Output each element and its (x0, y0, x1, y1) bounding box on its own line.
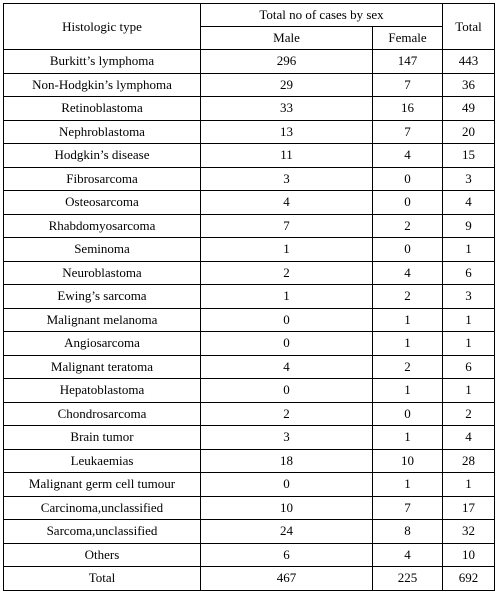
header-female: Female (373, 27, 443, 50)
cell-total: 4 (443, 426, 495, 450)
cell-female: 1 (373, 473, 443, 497)
cell-female: 1 (373, 308, 443, 332)
table-row (4, 261, 495, 285)
cell-total: 3 (443, 167, 495, 191)
cell-female: 4 (373, 261, 443, 285)
cell-female: 1 (373, 332, 443, 356)
cell-histologic-type: Neuroblastoma (4, 261, 201, 285)
cell-histologic-type: Leukaemias (4, 449, 201, 473)
table-row (4, 308, 495, 332)
header-row-1 (4, 4, 495, 27)
totals-female: 225 (373, 567, 443, 591)
cell-male: 3 (201, 167, 373, 191)
cell-female: 1 (373, 426, 443, 450)
table-row (4, 520, 495, 544)
cell-histologic-type: Malignant melanoma (4, 308, 201, 332)
cell-male: 24 (201, 520, 373, 544)
cell-female: 0 (373, 402, 443, 426)
cell-total: 15 (443, 144, 495, 168)
table-row (4, 426, 495, 450)
cell-histologic-type: Others (4, 543, 201, 567)
cell-total: 49 (443, 97, 495, 121)
cell-histologic-type: Carcinoma,unclassified (4, 496, 201, 520)
cell-male: 33 (201, 97, 373, 121)
table-row (4, 144, 495, 168)
totals-row (4, 567, 495, 591)
cell-female: 7 (373, 496, 443, 520)
table-row (4, 50, 495, 74)
table-row (4, 214, 495, 238)
cell-total: 4 (443, 191, 495, 215)
cell-male: 29 (201, 73, 373, 97)
header-histologic-type: Histologic type (4, 4, 201, 50)
table-row (4, 496, 495, 520)
cell-male: 13 (201, 120, 373, 144)
cell-total: 6 (443, 355, 495, 379)
cell-male: 1 (201, 238, 373, 262)
table-row (4, 120, 495, 144)
cell-male: 2 (201, 261, 373, 285)
cell-histologic-type: Osteosarcoma (4, 191, 201, 215)
cell-male: 11 (201, 144, 373, 168)
table-row (4, 473, 495, 497)
cell-female: 147 (373, 50, 443, 74)
cell-male: 2 (201, 402, 373, 426)
cell-male: 4 (201, 191, 373, 215)
cell-female: 1 (373, 379, 443, 403)
cell-male: 0 (201, 473, 373, 497)
cell-male: 3 (201, 426, 373, 450)
table-row (4, 97, 495, 121)
cell-male: 6 (201, 543, 373, 567)
cell-histologic-type: Retinoblastoma (4, 97, 201, 121)
cell-histologic-type: Fibrosarcoma (4, 167, 201, 191)
cell-histologic-type: Burkitt’s lymphoma (4, 50, 201, 74)
table-row (4, 73, 495, 97)
cell-total: 1 (443, 332, 495, 356)
cell-total: 1 (443, 473, 495, 497)
cell-total: 17 (443, 496, 495, 520)
cell-histologic-type: Nephroblastoma (4, 120, 201, 144)
cell-total: 10 (443, 543, 495, 567)
header-total: Total (443, 4, 495, 50)
cell-total: 36 (443, 73, 495, 97)
totals-male: 467 (201, 567, 373, 591)
cell-total: 32 (443, 520, 495, 544)
header-cases-by-sex: Total no of cases by sex (201, 4, 443, 27)
cell-male: 7 (201, 214, 373, 238)
table-row (4, 285, 495, 309)
histologic-table-container (3, 3, 495, 591)
cell-male: 0 (201, 379, 373, 403)
cell-total: 443 (443, 50, 495, 74)
cell-histologic-type: Angiosarcoma (4, 332, 201, 356)
cell-histologic-type: Chondrosarcoma (4, 402, 201, 426)
table-row (4, 449, 495, 473)
cell-female: 2 (373, 355, 443, 379)
cell-female: 4 (373, 543, 443, 567)
cell-histologic-type: Rhabdomyosarcoma (4, 214, 201, 238)
cell-histologic-type: Ewing’s sarcoma (4, 285, 201, 309)
cell-male: 10 (201, 496, 373, 520)
cell-female: 8 (373, 520, 443, 544)
cell-total: 9 (443, 214, 495, 238)
cell-histologic-type: Seminoma (4, 238, 201, 262)
cell-histologic-type: Sarcoma,unclassified (4, 520, 201, 544)
table-row (4, 332, 495, 356)
cell-total: 28 (443, 449, 495, 473)
table-row (4, 379, 495, 403)
cell-female: 0 (373, 167, 443, 191)
cell-female: 0 (373, 191, 443, 215)
cell-histologic-type: Hepatoblastoma (4, 379, 201, 403)
totals-label: Total (4, 567, 201, 591)
cell-male: 18 (201, 449, 373, 473)
cell-histologic-type: Hodgkin’s disease (4, 144, 201, 168)
table-row (4, 402, 495, 426)
cell-total: 1 (443, 379, 495, 403)
cell-female: 7 (373, 73, 443, 97)
cell-total: 20 (443, 120, 495, 144)
cell-histologic-type: Non-Hodgkin’s lymphoma (4, 73, 201, 97)
cell-total: 2 (443, 402, 495, 426)
cell-total: 3 (443, 285, 495, 309)
table-row (4, 238, 495, 262)
histologic-type-table (3, 3, 495, 591)
cell-histologic-type: Brain tumor (4, 426, 201, 450)
cell-histologic-type: Malignant germ cell tumour (4, 473, 201, 497)
cell-total: 1 (443, 238, 495, 262)
table-row (4, 355, 495, 379)
cell-histologic-type: Malignant teratoma (4, 355, 201, 379)
table-row (4, 167, 495, 191)
cell-female: 2 (373, 285, 443, 309)
cell-male: 0 (201, 332, 373, 356)
cell-total: 6 (443, 261, 495, 285)
cell-female: 2 (373, 214, 443, 238)
header-male: Male (201, 27, 373, 50)
table-row (4, 543, 495, 567)
table-row (4, 191, 495, 215)
totals-total: 692 (443, 567, 495, 591)
cell-female: 10 (373, 449, 443, 473)
cell-female: 0 (373, 238, 443, 262)
cell-male: 4 (201, 355, 373, 379)
cell-female: 7 (373, 120, 443, 144)
cell-male: 0 (201, 308, 373, 332)
cell-total: 1 (443, 308, 495, 332)
cell-male: 296 (201, 50, 373, 74)
cell-female: 4 (373, 144, 443, 168)
cell-male: 1 (201, 285, 373, 309)
cell-female: 16 (373, 97, 443, 121)
